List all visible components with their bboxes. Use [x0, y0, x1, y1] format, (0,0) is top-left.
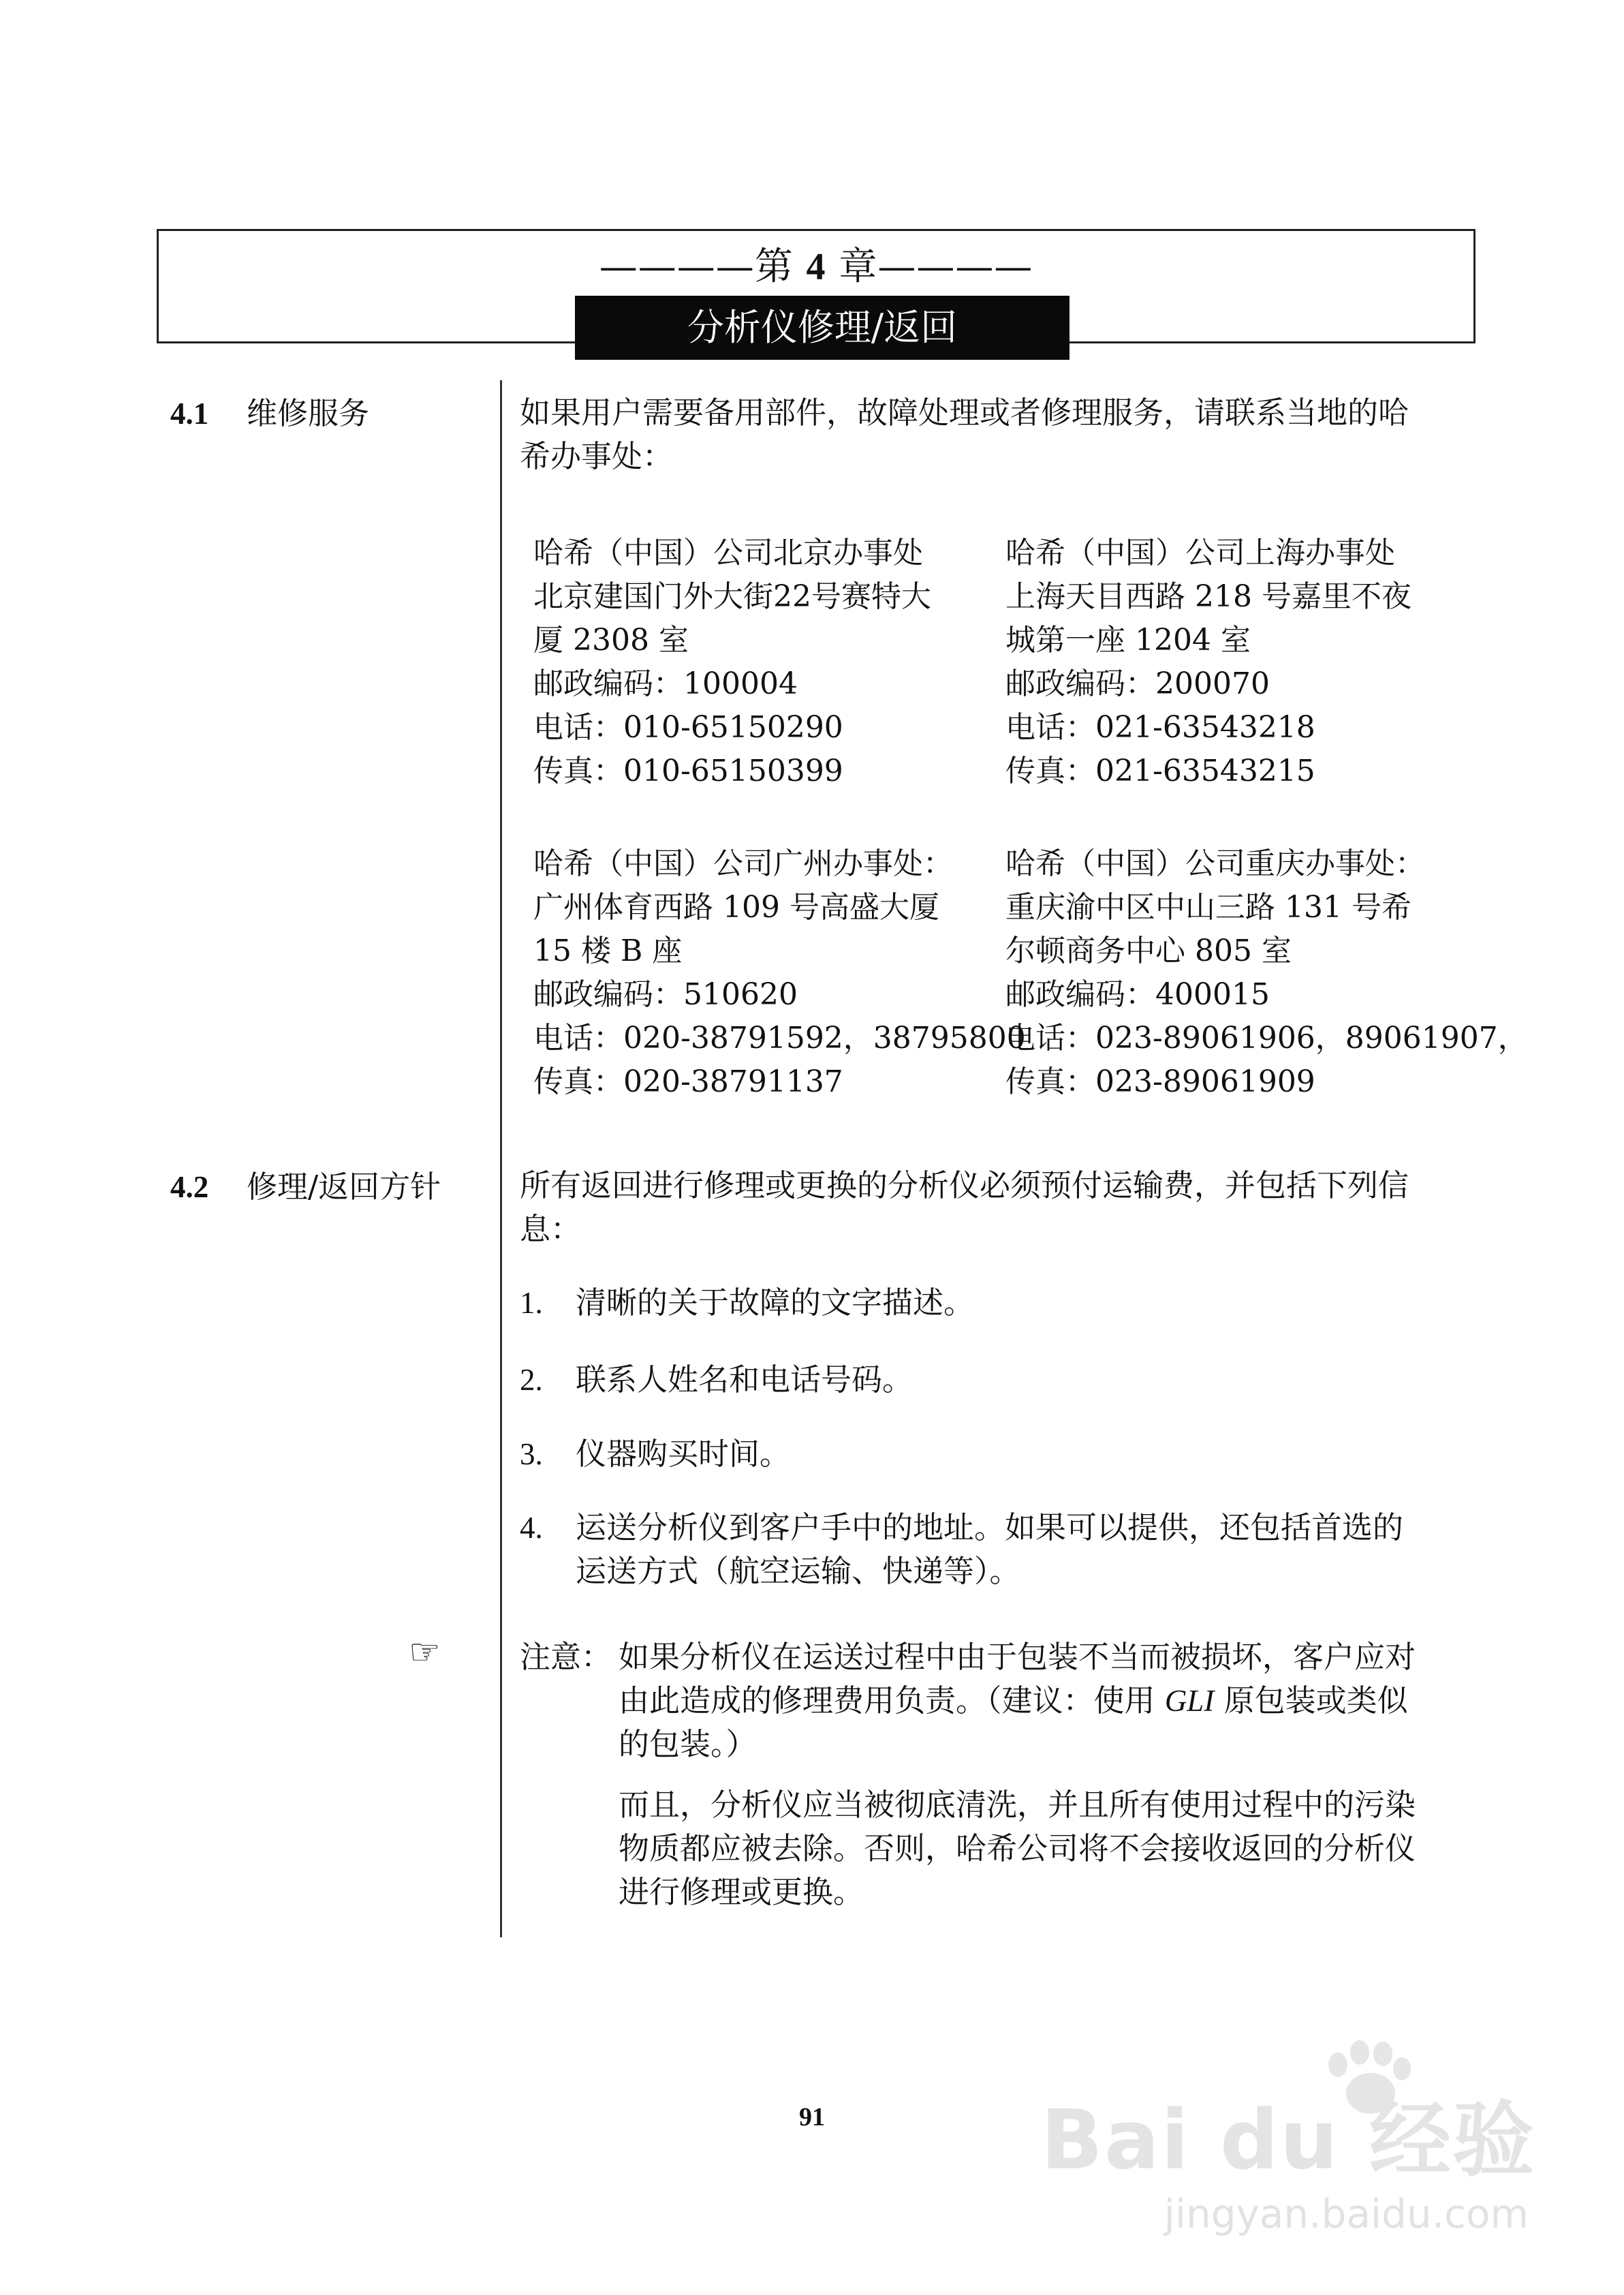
- list-item-text: 联系人姓名和电话号码。: [576, 1361, 914, 1398]
- list-item-number: 3.: [520, 1437, 543, 1471]
- list-item-number: 1.: [520, 1286, 543, 1320]
- watermark-url: jingyan.baidu.com: [1164, 2191, 1529, 2237]
- list-item-text: 运送分析仪到客户手中的地址。如果可以提供，还包括首选的 运送方式（航空运输、快递等）。: [576, 1509, 1404, 1589]
- section-4-2-intro: 所有返回进行修理或更换的分析仪必须预付运输费，并包括下列信 息：: [520, 1167, 1409, 1247]
- chapter-heading: ————第 4 章————: [599, 245, 1033, 289]
- list-item-text: 清晰的关于故障的文字描述。: [576, 1284, 975, 1321]
- note-label: 注意：: [520, 1639, 612, 1675]
- pointing-hand-icon: ☞: [409, 1632, 441, 1673]
- list-item-text: 仪器购买时间。: [576, 1436, 791, 1472]
- office-guangzhou: 哈希（中国）公司广州办事处： 广州体育西路 109 号高盛大厦 15 楼 B 座 邮政编码：510620 电话：020-38791592，38795800 传真：020-38791137: [533, 846, 1026, 1099]
- list-item-number: 2.: [520, 1363, 543, 1397]
- page-number: 91: [799, 2103, 825, 2131]
- section-number-4-2: 4.2: [170, 1170, 209, 1204]
- office-shanghai: 哈希（中国）公司上海办事处 上海天目西路 218 号嘉里不夜 城第一座 1204 室 邮政编码：200070 电话：021-63543218 传真：021-63543215: [1005, 536, 1411, 788]
- note-text: 如果分析仪在运送过程中由于包装不当而被损坏，客户应对 由此造成的修理费用负责。（建议：使用 GLI 原包装或类似 的包装。）: [619, 1639, 1416, 1762]
- column-divider: [500, 380, 502, 1937]
- list-item-number: 4.: [520, 1511, 543, 1545]
- section-number-4-1: 4.1: [170, 397, 209, 431]
- watermark-logo: Bai du 经验: [1040, 2093, 1535, 2188]
- office-chongqing: 哈希（中国）公司重庆办事处： 重庆渝中区中山三路 131 号希 尔顿商务中心 805 室 邮政编码：400015 电话：023-89061906，89061907， 传真：023-89061909: [1005, 846, 1528, 1099]
- section-title-4-1: 维修服务: [247, 395, 370, 431]
- office-beijing: 哈希（中国）公司北京办事处 北京建国门外大街22号赛特大 厦 2308 室 邮政编码：100004 电话：010-65150290 传真：010-65150399: [533, 536, 931, 788]
- section-4-1-intro: 如果用户需要备用部件，故障处理或者修理服务，请联系当地的哈 希办事处：: [520, 395, 1409, 474]
- section-title-4-2: 修理/返回方针: [247, 1169, 441, 1205]
- chapter-title: 分析仪修理/返回: [575, 296, 1069, 360]
- note-paragraph-2: 而且，分析仪应当被彻底清洗，并且所有使用过程中的污染 物质都应被去除。否则，哈希公司将不会接收返回的分析仪 进行修理或更换。: [619, 1787, 1416, 1910]
